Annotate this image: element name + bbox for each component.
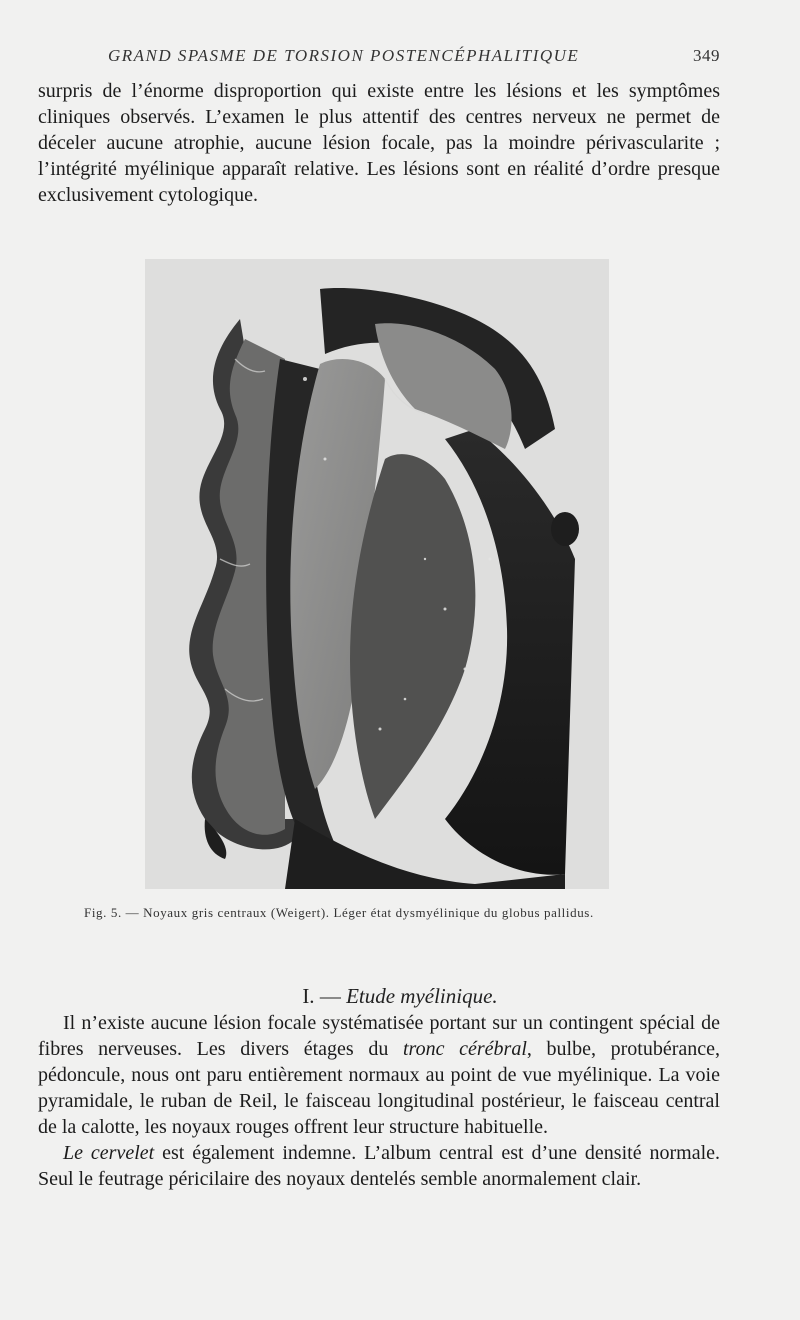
paragraph-brainstem-lead: Il n’existe aucune lésion focale systématisée portant sur un contingent spécial de fibres nerveuses. Les divers étages du <box>38 1012 720 1060</box>
paragraph-brainstem <box>38 1010 720 1140</box>
page-number: 349 <box>693 46 720 65</box>
brainstem-term: tronc cérébral <box>403 1038 527 1060</box>
section-title: Etude myélinique. <box>346 984 498 1008</box>
intro-text: surpris de l’énorme disproportion qui existe entre les lésions et les symptômes cliniques observés. L’examen le plus attentif des centres nerveux ne permet de déceler aucune atrophie, aucune lésion focale, pas la moindre périvascularite ; l’intégrité myélinique apparaît relative. Les lésions sont en réalité d’ordre presque exclusivement cytologique. <box>38 80 720 206</box>
figure-caption-label: Fig. 5. — <box>84 905 140 920</box>
figure-caption-text: Noyaux gris centraux (Weigert). Léger état dysmyélinique du globus pallidus. <box>143 905 594 920</box>
cerebellum-term: Le cervelet <box>63 1142 155 1164</box>
body-text <box>38 1010 720 1192</box>
section-dash: — <box>319 984 341 1008</box>
brain-section-photograph <box>145 259 609 889</box>
figure-caption <box>84 905 684 921</box>
section-heading <box>0 984 800 1009</box>
paragraph-cerebellum-text: est également indemne. L’album central est d’une densité normale. Seul le feutrage péricilaire des noyaux dentelés semble anormalement clair. <box>38 1142 721 1190</box>
running-header <box>108 46 720 72</box>
intro-paragraph <box>38 78 720 208</box>
paragraph-cerebellum <box>38 1140 720 1192</box>
running-title: GRAND SPASME DE TORSION POSTENCÉPHALITIQUE <box>108 46 580 65</box>
weigert-stain-image <box>145 259 609 889</box>
paragraph-brainstem-rest: , bulbe, protubérance, pédoncule, nous ont paru entièrement normaux au point de vue myélinique. La voie pyramidale, le ruban de Reil, le faisceau longitudinal postérieur, le faisceau central de la calotte, les noyaux rouges offrent leur structure habituelle. <box>38 1038 720 1138</box>
section-numeral: I. <box>302 984 315 1008</box>
